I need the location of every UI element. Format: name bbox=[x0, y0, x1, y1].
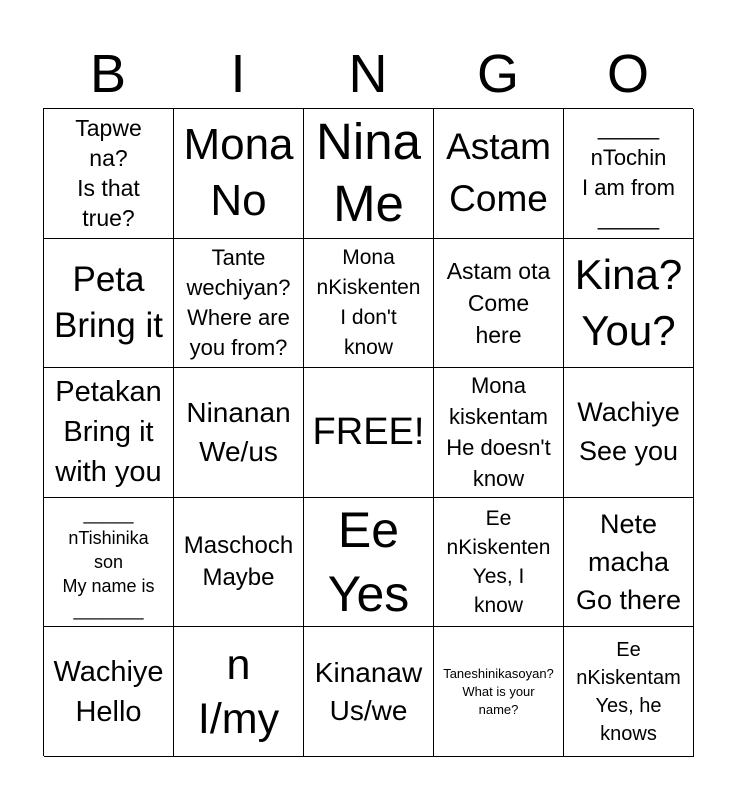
cell-text: _____ nTochin I am from _____ bbox=[582, 115, 675, 231]
bingo-cell[interactable] bbox=[434, 109, 564, 239]
bingo-cell[interactable] bbox=[434, 627, 564, 757]
bingo-cell[interactable] bbox=[304, 109, 434, 239]
bingo-cell[interactable] bbox=[304, 627, 434, 757]
header-letter-o: O bbox=[606, 44, 649, 104]
bingo-cell[interactable] bbox=[44, 627, 174, 757]
cell-text: Kinanaw Us/we bbox=[314, 656, 423, 726]
bingo-cell[interactable] bbox=[304, 239, 434, 369]
bingo-cell[interactable] bbox=[174, 109, 304, 239]
cell-text: Astam Come bbox=[446, 126, 551, 220]
cell-text: Peta Bring it bbox=[54, 259, 163, 345]
bingo-board bbox=[43, 108, 693, 756]
cell-text: Petakan Bring it with you bbox=[55, 376, 162, 489]
cell-text: Mona kiskentam He doesn't know bbox=[446, 373, 551, 492]
bingo-header bbox=[43, 40, 693, 108]
cell-text: FREE! bbox=[312, 411, 425, 454]
bingo-cell[interactable] bbox=[174, 498, 304, 628]
bingo-cell[interactable] bbox=[564, 109, 694, 239]
cell-text: Nete macha Go there bbox=[575, 509, 682, 616]
cell-text: Wachiye See you bbox=[577, 397, 680, 467]
cell-text: n I/my bbox=[197, 640, 280, 743]
bingo-cell[interactable] bbox=[434, 368, 564, 498]
bingo-cell[interactable] bbox=[564, 368, 694, 498]
bingo-cell[interactable] bbox=[304, 368, 434, 498]
bingo-cell[interactable] bbox=[174, 368, 304, 498]
bingo-cell[interactable] bbox=[44, 109, 174, 239]
cell-text: Nina Me bbox=[316, 113, 421, 233]
cell-text: Mona No bbox=[183, 120, 294, 226]
bingo-cell[interactable] bbox=[304, 498, 434, 628]
cell-text: Kina? You? bbox=[574, 250, 683, 354]
cell-text: _____ nTishinika son My name is _______ bbox=[62, 504, 155, 621]
bingo-cell[interactable] bbox=[434, 239, 564, 369]
bingo-cell[interactable] bbox=[564, 498, 694, 628]
cell-text: Wachiye Hello bbox=[53, 655, 164, 728]
cell-text: Ee nKiskentam Yes, he knows bbox=[576, 638, 681, 745]
bingo-cell[interactable] bbox=[44, 239, 174, 369]
cell-text: Ninanan We/us bbox=[186, 397, 291, 468]
cell-text: Astam ota Come here bbox=[446, 257, 551, 348]
cell-text: Tapwe na? Is that true? bbox=[75, 115, 142, 232]
cell-text: Taneshinikasoyan? What is your name? bbox=[443, 665, 554, 717]
header-letter-g: G bbox=[476, 44, 519, 104]
header-letter-n: N bbox=[348, 44, 388, 104]
bingo-cell[interactable] bbox=[174, 627, 304, 757]
bingo-cell[interactable] bbox=[44, 498, 174, 628]
bingo-cell[interactable] bbox=[44, 368, 174, 498]
bingo-cell[interactable] bbox=[564, 239, 694, 369]
cell-text: Mona nKiskenten I don't know bbox=[316, 245, 421, 359]
bingo-cell[interactable] bbox=[174, 239, 304, 369]
cell-text: Ee Yes bbox=[327, 502, 410, 623]
cell-text: Ee nKiskenten Yes, I know bbox=[446, 507, 551, 618]
header-letter-b: B bbox=[89, 44, 127, 104]
bingo-cell[interactable] bbox=[564, 627, 694, 757]
cell-text: Maschoch Maybe bbox=[183, 532, 294, 592]
header-letter-i: I bbox=[230, 44, 246, 104]
bingo-cell[interactable] bbox=[434, 498, 564, 628]
cell-text: Tante wechiyan? Where are you from? bbox=[186, 244, 291, 360]
